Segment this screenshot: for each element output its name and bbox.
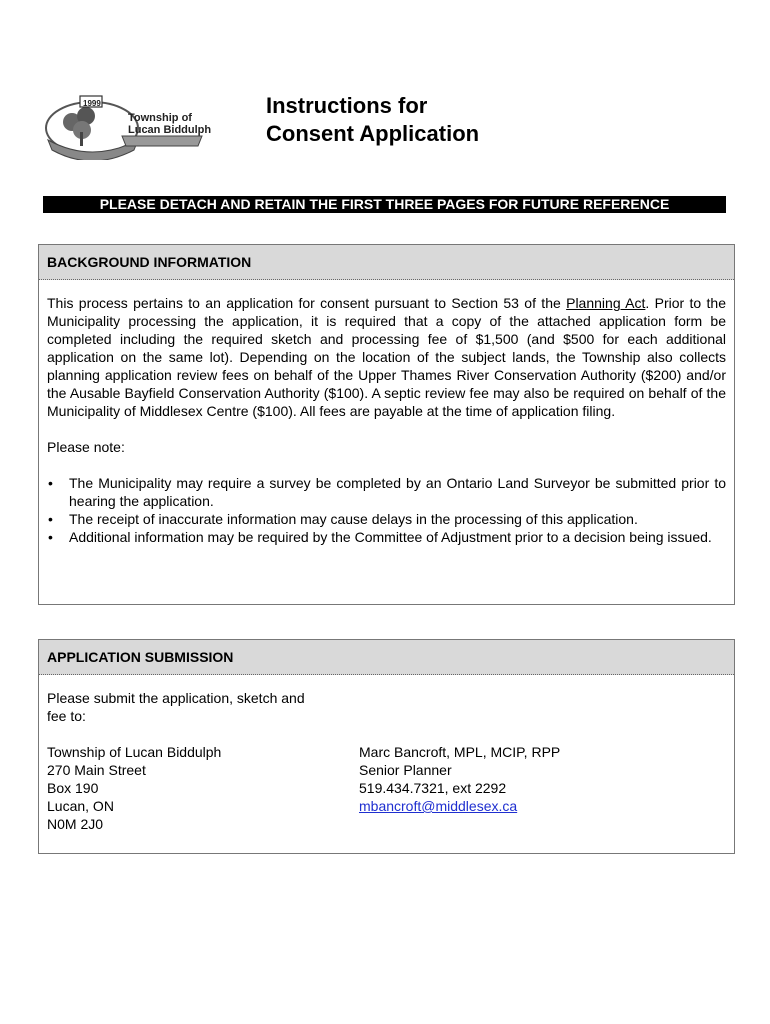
page-title — [266, 92, 479, 148]
logo-line-2: Lucan Biddulph — [128, 124, 212, 136]
notes-list — [47, 474, 726, 546]
contact-name: Marc Bancroft, MPL, MCIP, RPP — [359, 744, 561, 760]
contact-title: Senior Planner — [359, 762, 452, 778]
background-paragraph — [47, 294, 726, 420]
intro-text-start: This process pertains to an application for consent pursuant to Section 53 of the — [47, 295, 567, 311]
submission-heading: APPLICATION SUBMISSION — [39, 640, 734, 675]
logo-year: 1999 — [83, 99, 101, 108]
contact-phone: 519.434.7321, ext 2292 — [359, 780, 507, 796]
title-line-1: Instructions for — [266, 93, 428, 118]
address-line: Lucan, ON — [47, 798, 114, 814]
please-note-label: Please note: — [47, 439, 125, 455]
logo-wordmark — [128, 112, 211, 136]
application-submission-box — [38, 639, 735, 854]
submission-intro-line-1: Please submit the application, sketch and — [47, 690, 305, 706]
background-info-box — [38, 244, 735, 605]
background-body — [39, 280, 734, 546]
background-heading: BACKGROUND INFORMATION — [39, 245, 734, 280]
logo-line-1: Township of — [128, 112, 192, 124]
address-line: N0M 2J0 — [47, 816, 104, 832]
title-line-2: Consent Application — [266, 121, 480, 146]
address-line: Box 190 — [47, 780, 99, 796]
list-item: • Additional information may be required by the Committee of Adjustment prior to a decision being issued. — [47, 528, 726, 546]
planner-contact — [359, 743, 560, 815]
intro-text-rest: . Prior to the Municipality processing the application, it is required that a copy of the attached application form be completed including the required sketch and processing fee of $1,500 (and $500 for each additional application on the same lot). Depending on the location of the subject lands, the Township also collects planning application review fees on behalf of the Upper Thames River Conservation Authority ($200) and/or the Ausable Bayfield Conservation Authority ($100). A septic review fee may also be required on behalf of the Municipality of Middlesex Centre ($100). All fees are payable at the time of application filing. — [47, 295, 726, 419]
detach-banner: PLEASE DETACH AND RETAIN THE FIRST THREE PAGES FOR FUTURE REFERENCE — [43, 196, 726, 213]
township-address — [47, 743, 221, 833]
submission-body — [39, 675, 734, 832]
contact-email-link[interactable]: mbancroft@middlesex.ca — [359, 798, 518, 814]
submission-intro-line-2: fee to: — [47, 708, 86, 724]
address-line: 270 Main Street — [47, 762, 146, 778]
address-line: Township of Lucan Biddulph — [47, 744, 222, 760]
list-item: • The Municipality may require a survey be completed by an Ontario Land Surveyor be submitted prior to hearing the application. — [47, 474, 726, 510]
list-item: • The receipt of inaccurate information may cause delays in the processing of this application. — [47, 510, 726, 528]
planning-act-link[interactable]: Planning Act — [566, 295, 646, 311]
township-logo — [42, 92, 242, 160]
